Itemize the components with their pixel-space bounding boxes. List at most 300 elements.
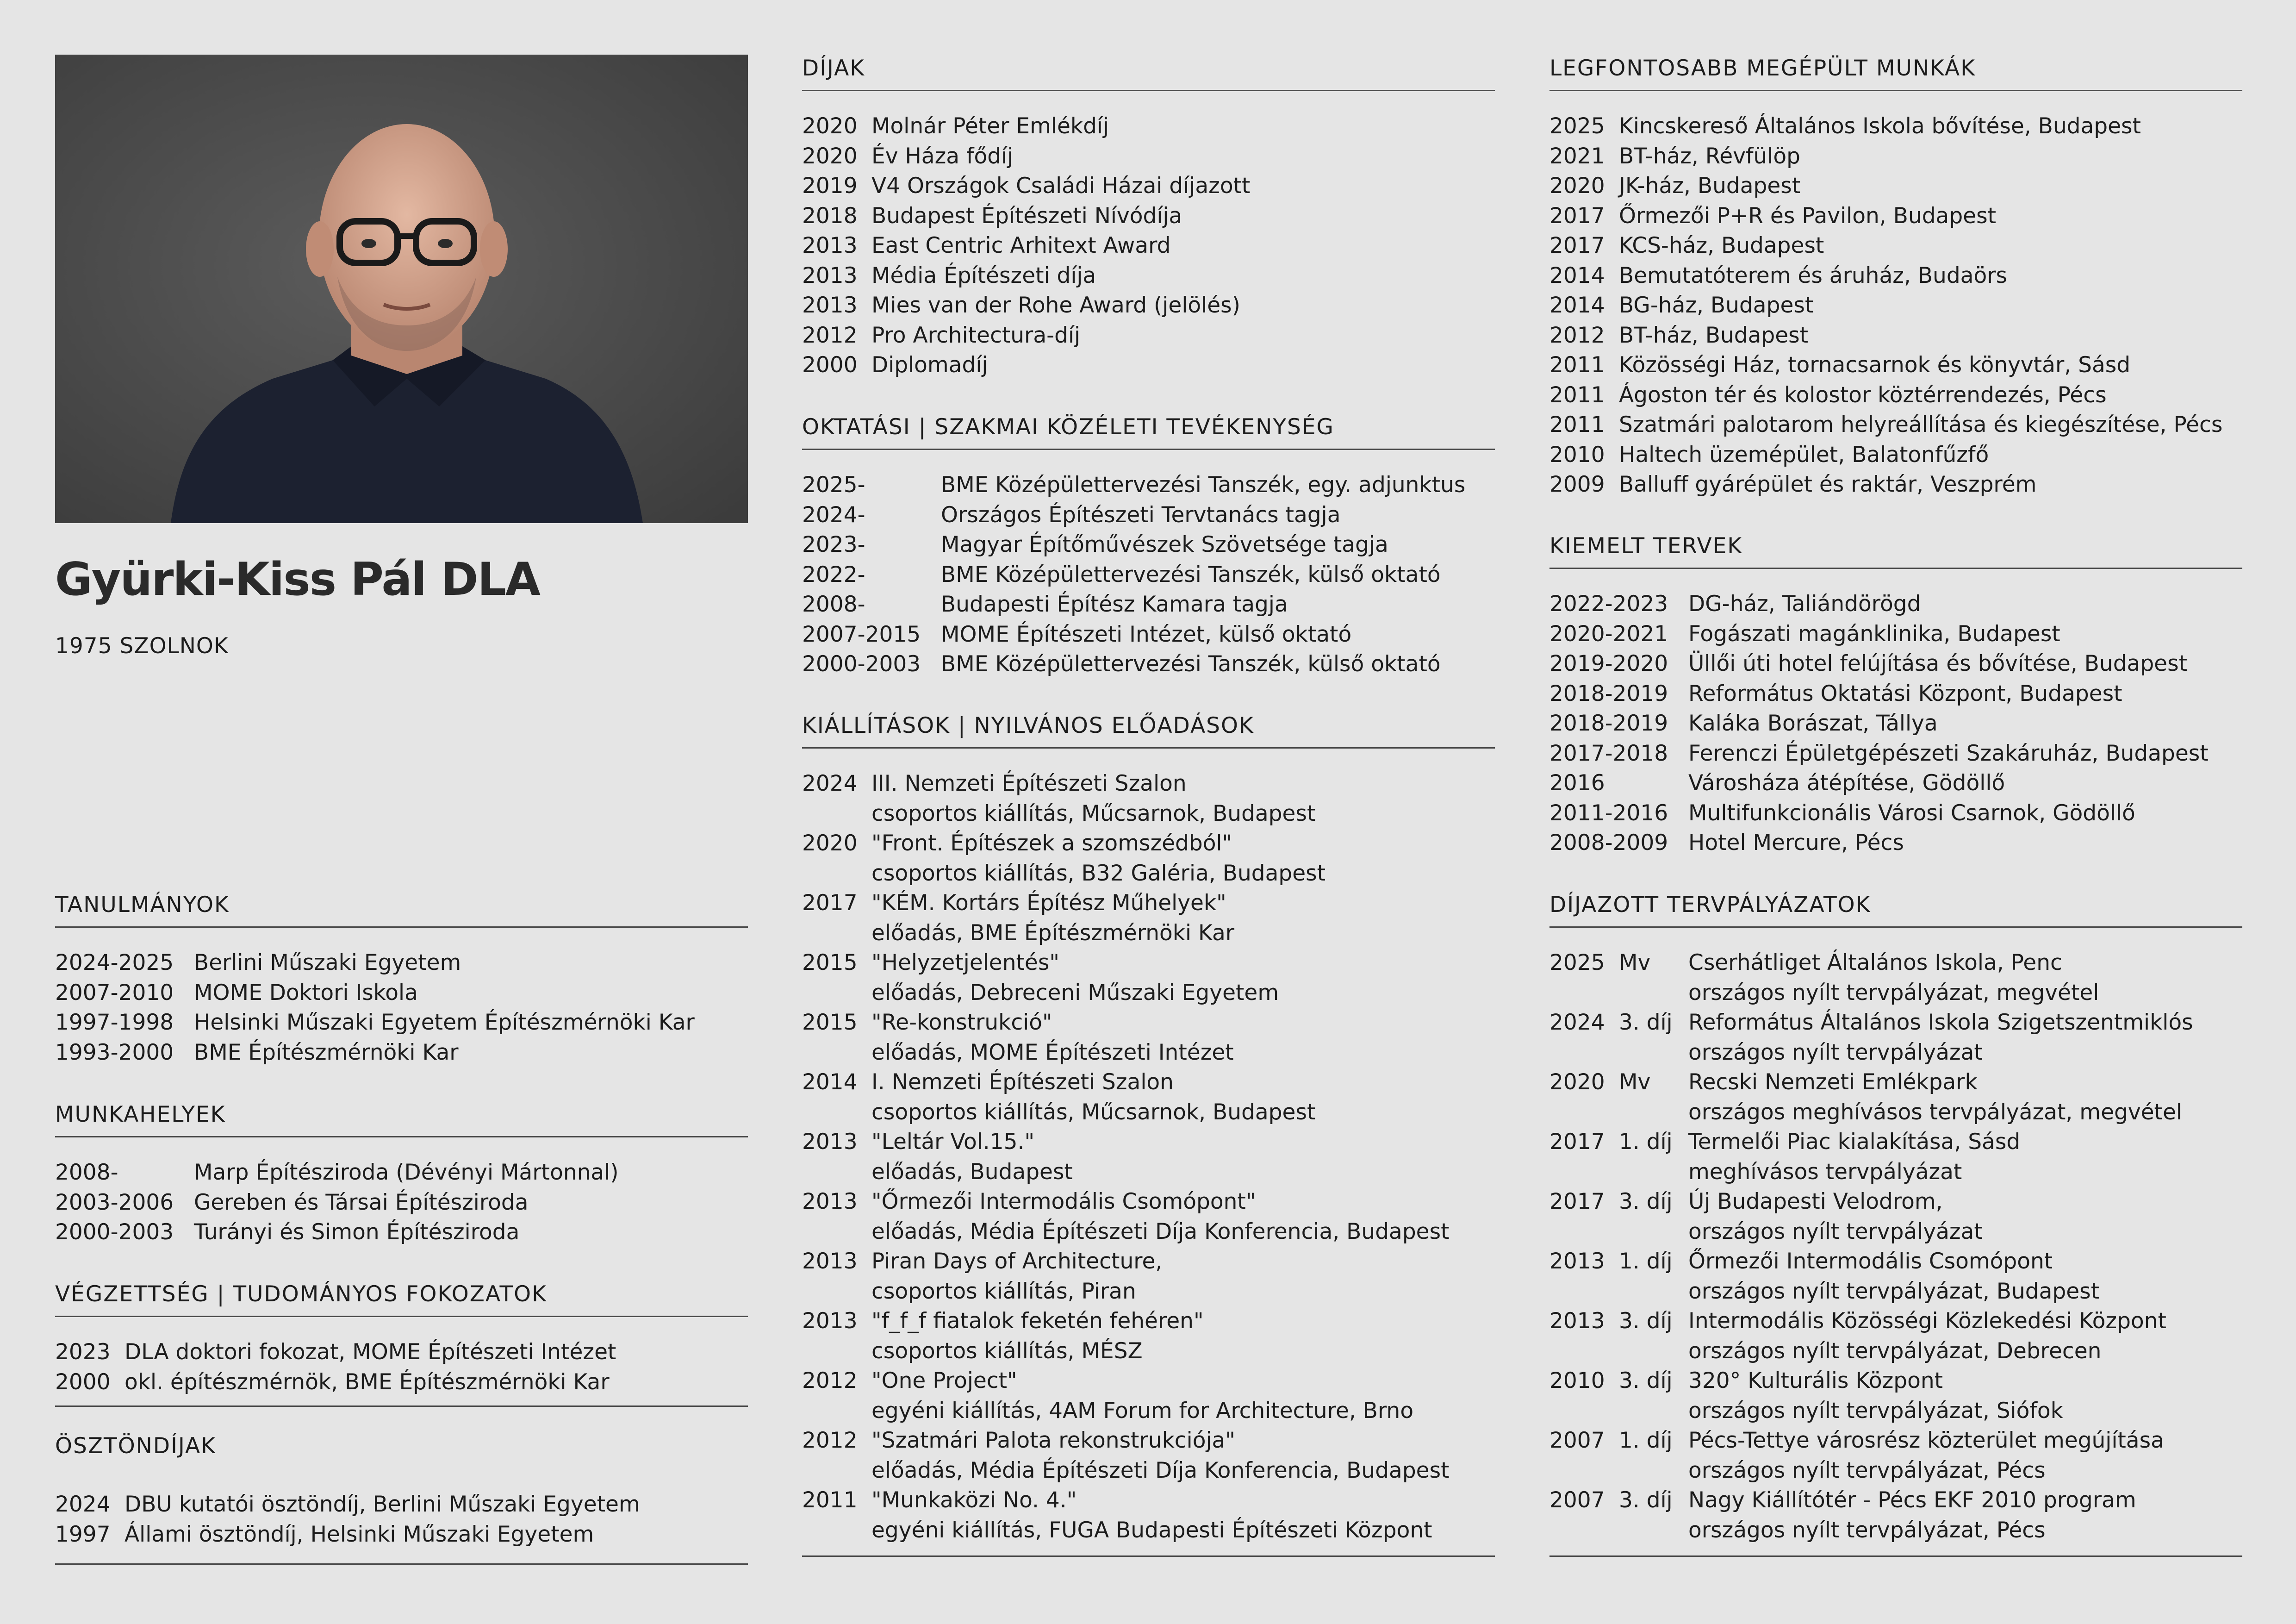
item-detail: országos meghívásos tervpályázat, megvétel — [1688, 1099, 2182, 1125]
list-item — [55, 1188, 748, 1218]
list-item-detail — [1549, 1337, 2242, 1367]
item-award: Mv — [1619, 1069, 1651, 1095]
item-award: 3. díj — [1619, 1368, 1673, 1393]
item-year: 2010 — [1549, 442, 1605, 468]
item-text: BME Középülettervezési Tanszék, egy. adjunktus — [941, 472, 1466, 498]
section-title: VÉGZETTSÉG | TUDOMÁNYOS FOKOZATOK — [55, 1281, 547, 1307]
item-text: Piran Days of Architecture, — [871, 1249, 1163, 1274]
indent — [802, 1038, 871, 1068]
item-year: 2000-2003 — [802, 651, 921, 677]
list-item — [802, 350, 1495, 381]
list-item — [55, 1008, 748, 1038]
list-item — [1549, 799, 2242, 829]
item-detail: országos nyílt tervpályázat — [1688, 1218, 1983, 1244]
list-item-detail — [1549, 1396, 2242, 1426]
list-item — [1549, 171, 2242, 201]
item-text: Mies van der Rohe Award (jelölés) — [871, 293, 1240, 318]
item-text: MOME Építészeti Intézet, külső oktató — [941, 621, 1352, 647]
list-item-detail — [802, 1038, 1495, 1068]
item-year: 2018 — [802, 203, 858, 229]
indent — [802, 918, 871, 949]
divider — [802, 90, 1495, 91]
divider — [802, 449, 1495, 450]
list-item — [1549, 1008, 2242, 1038]
item-award: 1. díj — [1619, 1428, 1673, 1453]
item-year: 2019-2020 — [1549, 651, 1668, 676]
item-year: 2013 — [802, 1308, 858, 1334]
item-text: BT-ház, Budapest — [1619, 322, 1809, 348]
item-text: "Munkaközi No. 4." — [871, 1487, 1077, 1513]
list-item-detail — [802, 1456, 1495, 1486]
list-item — [1549, 679, 2242, 709]
item-year: 2007-2010 — [55, 980, 174, 1006]
item-text: Közösségi Ház, tornacsarnok és könyvtár, Sásd — [1619, 352, 2131, 378]
list-item-detail — [802, 918, 1495, 949]
divider — [55, 1136, 748, 1137]
item-year: 2020 — [802, 831, 858, 856]
item-detail: országos nyílt tervpályázat, Debrecen — [1688, 1338, 2102, 1364]
list-item — [802, 530, 1495, 560]
item-detail: csoportos kiállítás, Műcsarnok, Budapest — [871, 1099, 1316, 1125]
section-title: MUNKAHELYEK — [55, 1102, 226, 1127]
item-text: Diplomadíj — [871, 352, 988, 378]
list-item — [1549, 1068, 2242, 1098]
list-item-detail — [1549, 1516, 2242, 1546]
item-year: 2013 — [802, 233, 858, 258]
item-year: 2017-2018 — [1549, 740, 1668, 766]
list-item — [1549, 619, 2242, 650]
section-title: LEGFONTOSABB MEGÉPÜLT MUNKÁK — [1549, 56, 1976, 81]
item-year: 2007 — [1549, 1428, 1605, 1453]
list-item — [1549, 231, 2242, 261]
item-text: Fogászati magánklinika, Budapest — [1688, 621, 2060, 647]
indent — [802, 1516, 871, 1546]
indent — [1549, 1217, 1688, 1247]
list-item-detail — [1549, 1098, 2242, 1128]
list-item — [802, 1247, 1495, 1277]
indent — [1549, 1456, 1688, 1486]
list-item — [1549, 828, 2242, 858]
section-tanulmanyok — [55, 891, 748, 1068]
item-year: 2007 — [1549, 1487, 1605, 1513]
item-year: 2011-2016 — [1549, 800, 1668, 826]
item-text: DLA doktori fokozat, MOME Építészeti Intézet — [124, 1339, 616, 1365]
list-item — [802, 1068, 1495, 1098]
item-year: 2020 — [1549, 1069, 1605, 1095]
list-item — [802, 470, 1495, 500]
list-item-detail — [802, 1337, 1495, 1367]
item-year: 2000 — [55, 1369, 111, 1395]
indent — [1549, 1038, 1688, 1068]
list-item — [1549, 1127, 2242, 1157]
indent — [802, 1337, 871, 1367]
list-item — [55, 1337, 748, 1368]
item-year: 2007-2015 — [802, 621, 921, 647]
list-item — [802, 142, 1495, 172]
item-year: 2021 — [1549, 143, 1605, 169]
indent — [802, 1396, 871, 1426]
item-text: Turányi és Simon Építésziroda — [194, 1219, 520, 1245]
list-item — [1549, 709, 2242, 739]
item-year: 2020 — [802, 143, 858, 169]
item-text: Termelői Piac kialakítása, Sásd — [1688, 1129, 2021, 1155]
indent — [1549, 1098, 1688, 1128]
item-text: Magyar Építőművészek Szövetsége tagja — [941, 532, 1388, 557]
item-year: 2017 — [1549, 233, 1605, 258]
item-award: 3. díj — [1619, 1308, 1673, 1334]
item-year: 2008- — [55, 1160, 118, 1185]
item-detail: csoportos kiállítás, MÉSZ — [871, 1338, 1143, 1364]
item-award: 3. díj — [1619, 1189, 1673, 1214]
item-year: 2011 — [1549, 412, 1605, 437]
item-text: III. Nemzeti Építészeti Szalon — [871, 771, 1187, 796]
list-item-detail — [802, 859, 1495, 889]
indent — [1549, 1157, 1688, 1187]
item-text: DG-ház, Taliándörögd — [1688, 591, 1921, 617]
item-text: Berlini Műszaki Egyetem — [194, 950, 461, 975]
item-year: 2008-2009 — [1549, 830, 1668, 856]
item-text: Református Általános Iskola Szigetszentmiklós — [1688, 1010, 2193, 1035]
item-text: Pécs-Tettye városrész közterület megújítása — [1688, 1428, 2164, 1453]
list-item — [1549, 381, 2242, 411]
list-item — [802, 1486, 1495, 1516]
item-detail: meghívásos tervpályázat — [1688, 1159, 1962, 1185]
item-year: 2009 — [1549, 472, 1605, 497]
list-item — [1549, 768, 2242, 799]
item-award: 3. díj — [1619, 1487, 1673, 1513]
item-detail: előadás, Debreceni Műszaki Egyetem — [871, 980, 1279, 1006]
list-item — [802, 1426, 1495, 1456]
indent — [802, 1217, 871, 1247]
item-text: Őrmezői P+R és Pavilon, Budapest — [1619, 203, 1996, 229]
item-year: 2017 — [1549, 1129, 1605, 1155]
list-item — [55, 978, 748, 1008]
section-palyazatok — [1549, 891, 2242, 1557]
section-osztondijak — [55, 1432, 748, 1565]
item-text: Pro Architectura-díj — [871, 322, 1081, 348]
list-item — [1549, 261, 2242, 291]
list-item — [1549, 948, 2242, 978]
item-text: DBU kutatói ösztöndíj, Berlini Műszaki Egyetem — [124, 1492, 640, 1517]
item-year: 2012 — [802, 322, 858, 348]
item-text: BME Építészmérnöki Kar — [194, 1039, 459, 1065]
indent — [802, 1456, 871, 1486]
divider — [802, 1555, 1495, 1557]
item-year: 2020-2021 — [1549, 621, 1668, 647]
item-text: Őrmezői Intermodális Csomópont — [1688, 1249, 2053, 1274]
item-text: Recski Nemzeti Emlékpark — [1688, 1069, 1978, 1095]
item-text: Média Építészeti díja — [871, 262, 1096, 288]
item-text: Új Budapesti Velodrom, — [1688, 1189, 1943, 1214]
item-text: Hotel Mercure, Pécs — [1688, 830, 1904, 856]
list-item-detail — [802, 799, 1495, 829]
item-text: Év Háza fődíj — [871, 143, 1014, 169]
item-detail: országos nyílt tervpályázat, Budapest — [1688, 1278, 2100, 1304]
item-text: okl. építészmérnök, BME Építészmérnöki Kar — [124, 1369, 610, 1395]
divider — [55, 1316, 748, 1317]
item-text: BG-ház, Budapest — [1619, 293, 1814, 318]
item-year: 2017 — [1549, 203, 1605, 229]
list-item — [802, 829, 1495, 859]
item-text: Budapest Építészeti Nívódíja — [871, 203, 1182, 229]
item-detail: egyéni kiállítás, 4AM Forum for Architecture, Brno — [871, 1398, 1414, 1424]
list-item-detail — [802, 1396, 1495, 1426]
list-item — [802, 112, 1495, 142]
indent — [802, 799, 871, 829]
item-year: 2025- — [802, 472, 865, 498]
section-title: DÍJAZOTT TERVPÁLYÁZATOK — [1549, 892, 1871, 918]
item-year: 2013 — [802, 1189, 858, 1214]
divider — [55, 1563, 748, 1565]
item-year: 2013 — [802, 293, 858, 318]
list-item — [1549, 1426, 2242, 1456]
item-year: 2010 — [1549, 1368, 1605, 1393]
list-item — [1549, 1306, 2242, 1337]
list-item-detail — [802, 1217, 1495, 1247]
item-text: Balluff gyárépület és raktár, Veszprém — [1619, 472, 2037, 497]
list-item — [802, 769, 1495, 799]
indent — [1549, 1516, 1688, 1546]
section-title: KIEMELT TERVEK — [1549, 533, 1743, 559]
item-year: 2015 — [802, 1010, 858, 1035]
indent — [802, 1157, 871, 1187]
item-text: Ágoston tér és kolostor köztérrendezés, Pécs — [1619, 382, 2107, 408]
item-text: Szatmári palotarom helyreállítása és kiegészítése, Pécs — [1619, 412, 2223, 437]
item-year: 2011 — [1549, 382, 1605, 408]
list-item — [1549, 410, 2242, 440]
item-text: "Helyzetjelentés" — [871, 950, 1059, 975]
item-year: 2019 — [802, 173, 858, 199]
list-item — [1549, 321, 2242, 351]
item-detail: előadás, Budapest — [871, 1159, 1073, 1185]
item-year: 2013 — [802, 262, 858, 288]
list-item-detail — [1549, 1217, 2242, 1247]
list-item — [1549, 470, 2242, 500]
list-item — [802, 1008, 1495, 1038]
list-item — [802, 321, 1495, 351]
list-item — [55, 1490, 748, 1520]
list-item — [802, 620, 1495, 650]
item-year: 2025 — [1549, 950, 1605, 975]
list-item-detail — [802, 1157, 1495, 1187]
list-item — [55, 1038, 748, 1068]
portrait-photo — [55, 55, 748, 523]
divider — [55, 1405, 748, 1407]
item-year: 2024-2025 — [55, 950, 174, 975]
item-year: 1997-1998 — [55, 1010, 174, 1035]
item-text: "One Project" — [871, 1368, 1017, 1393]
item-text: Nagy Kiállítótér - Pécs EKF 2010 program — [1688, 1487, 2136, 1513]
item-year: 1993-2000 — [55, 1039, 174, 1065]
list-item — [1549, 739, 2242, 769]
item-year: 2014 — [1549, 293, 1605, 318]
item-year: 2022-2023 — [1549, 591, 1668, 617]
list-item — [802, 650, 1495, 680]
section-vegzettseg — [55, 1280, 748, 1407]
item-text: East Centric Arhitext Award — [871, 233, 1171, 258]
item-year: 2013 — [1549, 1308, 1605, 1334]
item-text: "Őrmezői Intermodális Csomópont" — [871, 1189, 1256, 1214]
item-award: 3. díj — [1619, 1010, 1673, 1035]
list-item — [1549, 142, 2242, 172]
list-item — [802, 261, 1495, 291]
item-text: BME Középülettervezési Tanszék, külső oktató — [941, 562, 1441, 587]
item-year: 2024- — [802, 502, 865, 528]
item-year: 2024 — [802, 771, 858, 796]
item-text: Bemutatóterem és áruház, Budaörs — [1619, 262, 2008, 288]
list-item — [802, 201, 1495, 231]
section-kiallitasok — [802, 712, 1495, 1557]
indent — [802, 1277, 871, 1307]
item-detail: csoportos kiállítás, Piran — [871, 1278, 1136, 1304]
divider — [1549, 1555, 2242, 1557]
item-detail: országos nyílt tervpályázat, megvétel — [1688, 980, 2099, 1006]
item-text: "Szatmári Palota rekonstrukciója" — [871, 1428, 1235, 1453]
item-text: Intermodális Közösségi Közlekedési Központ — [1688, 1308, 2166, 1334]
item-detail: országos nyílt tervpályázat — [1688, 1039, 1983, 1065]
section-oktatasi — [802, 413, 1495, 680]
item-text: Országos Építészeti Tervtanács tagja — [941, 502, 1341, 528]
list-item — [802, 560, 1495, 590]
indent — [802, 978, 871, 1008]
item-year: 2003-2006 — [55, 1189, 174, 1215]
section-tervek — [1549, 532, 2242, 858]
item-text: Helsinki Műszaki Egyetem Építészmérnöki Kar — [194, 1010, 695, 1035]
list-item — [802, 231, 1495, 261]
section-title: TANULMÁNYOK — [55, 892, 230, 918]
item-detail: országos nyílt tervpályázat, Siófok — [1688, 1398, 2063, 1424]
item-detail: előadás, MOME Építészeti Intézet — [871, 1039, 1234, 1065]
item-text: "Leltár Vol.15." — [871, 1129, 1035, 1155]
list-item — [1549, 649, 2242, 679]
item-year: 2017 — [1549, 1189, 1605, 1214]
item-year: 2020 — [802, 113, 858, 139]
item-award: 1. díj — [1619, 1129, 1673, 1155]
item-text: Kincskereső Általános Iskola bővítése, Budapest — [1619, 113, 2141, 139]
divider — [1549, 568, 2242, 569]
item-year: 2024 — [55, 1492, 111, 1517]
list-item — [802, 171, 1495, 201]
divider — [1549, 926, 2242, 928]
list-item — [1549, 350, 2242, 381]
item-award: Mv — [1619, 950, 1651, 975]
item-year: 2024 — [1549, 1010, 1605, 1035]
list-item — [802, 1306, 1495, 1337]
item-year: 2000-2003 — [55, 1219, 174, 1245]
list-item — [802, 291, 1495, 321]
item-year: 2023 — [55, 1339, 111, 1365]
list-item — [802, 948, 1495, 978]
item-text: "KÉM. Kortárs Építész Műhelyek" — [871, 890, 1226, 916]
list-item — [802, 1187, 1495, 1217]
item-year: 2016 — [1549, 770, 1605, 796]
item-text: Molnár Péter Emlékdíj — [871, 113, 1109, 139]
list-item-detail — [1549, 1277, 2242, 1307]
item-year: 2012 — [802, 1368, 858, 1393]
item-text: Marp Építésziroda (Dévényi Mártonnal) — [194, 1160, 619, 1185]
item-year: 1997 — [55, 1521, 111, 1547]
list-item-detail — [802, 1277, 1495, 1307]
section-title: KIÁLLÍTÁSOK | NYILVÁNOS ELŐADÁSOK — [802, 713, 1254, 738]
list-item — [1549, 201, 2242, 231]
item-text: Állami ösztöndíj, Helsinki Műszaki Egyetem — [124, 1521, 594, 1547]
list-item — [1549, 589, 2242, 619]
item-text: 320° Kulturális Központ — [1688, 1368, 1943, 1393]
list-item — [802, 500, 1495, 531]
item-detail: csoportos kiállítás, Műcsarnok, Budapest — [871, 800, 1316, 826]
list-item-detail — [802, 978, 1495, 1008]
indent — [1549, 1277, 1688, 1307]
item-text: "f_f_f fiatalok feketén fehéren" — [871, 1308, 1204, 1334]
item-detail: előadás, Média Építészeti Díja Konferencia, Budapest — [871, 1218, 1450, 1244]
item-text: Ferenczi Épületgépészeti Szakáruház, Budapest — [1688, 740, 2209, 766]
list-item — [55, 1158, 748, 1188]
item-text: I. Nemzeti Építészeti Szalon — [871, 1069, 1174, 1095]
item-year: 2018-2019 — [1549, 711, 1668, 736]
section-title: DÍJAK — [802, 56, 865, 81]
list-item-detail — [1549, 1038, 2242, 1068]
item-year: 2014 — [802, 1069, 858, 1095]
section-munkak — [1549, 55, 2242, 500]
item-award: 1. díj — [1619, 1249, 1673, 1274]
divider — [1549, 90, 2242, 91]
item-year: 2011 — [1549, 352, 1605, 378]
item-text: Városháza átépítése, Gödöllő — [1688, 770, 2005, 796]
list-item — [802, 1366, 1495, 1396]
item-detail: előadás, BME Építészmérnöki Kar — [871, 920, 1235, 946]
item-year: 2013 — [802, 1129, 858, 1155]
item-year: 2012 — [802, 1428, 858, 1453]
section-dijak — [802, 55, 1495, 381]
item-year: 2000 — [802, 352, 858, 378]
list-item — [1549, 1486, 2242, 1516]
item-text: BT-ház, Révfülöp — [1619, 143, 1800, 169]
list-item — [1549, 112, 2242, 142]
item-text: MOME Doktori Iskola — [194, 980, 418, 1006]
person-name: Gyürki-Kiss Pál DLA — [55, 553, 540, 606]
list-item — [55, 1218, 748, 1248]
item-year: 2014 — [1549, 262, 1605, 288]
list-item — [55, 1520, 748, 1550]
item-detail: előadás, Média Építészeti Díja Konferencia, Budapest — [871, 1457, 1450, 1483]
item-text: Budapesti Építész Kamara tagja — [941, 592, 1288, 617]
item-year: 2008- — [802, 592, 865, 617]
item-year: 2013 — [1549, 1249, 1605, 1274]
list-item — [1549, 440, 2242, 470]
list-item-detail — [1549, 1456, 2242, 1486]
list-item — [1549, 1366, 2242, 1396]
item-detail: országos nyílt tervpályázat, Pécs — [1688, 1457, 2046, 1483]
list-item — [1549, 1247, 2242, 1277]
item-text: Cserhátliget Általános Iskola, Penc — [1688, 950, 2062, 975]
item-year: 2022- — [802, 562, 865, 587]
section-title: ÖSZTÖNDÍJAK — [55, 1433, 216, 1459]
indent — [1549, 1396, 1688, 1426]
list-item — [802, 590, 1495, 620]
list-item — [802, 1127, 1495, 1157]
item-text: Gereben és Társai Építésziroda — [194, 1189, 529, 1215]
item-text: JK-ház, Budapest — [1619, 173, 1801, 199]
item-year: 2018-2019 — [1549, 681, 1668, 706]
item-detail: csoportos kiállítás, B32 Galéria, Budapest — [871, 860, 1326, 886]
item-year: 2011 — [802, 1487, 858, 1513]
item-text: KCS-ház, Budapest — [1619, 233, 1824, 258]
indent — [802, 1098, 871, 1128]
indent — [1549, 1337, 1688, 1367]
item-detail: egyéni kiállítás, FUGA Budapesti Építészeti Központ — [871, 1517, 1432, 1543]
item-year: 2017 — [802, 890, 858, 916]
item-year: 2020 — [1549, 173, 1605, 199]
